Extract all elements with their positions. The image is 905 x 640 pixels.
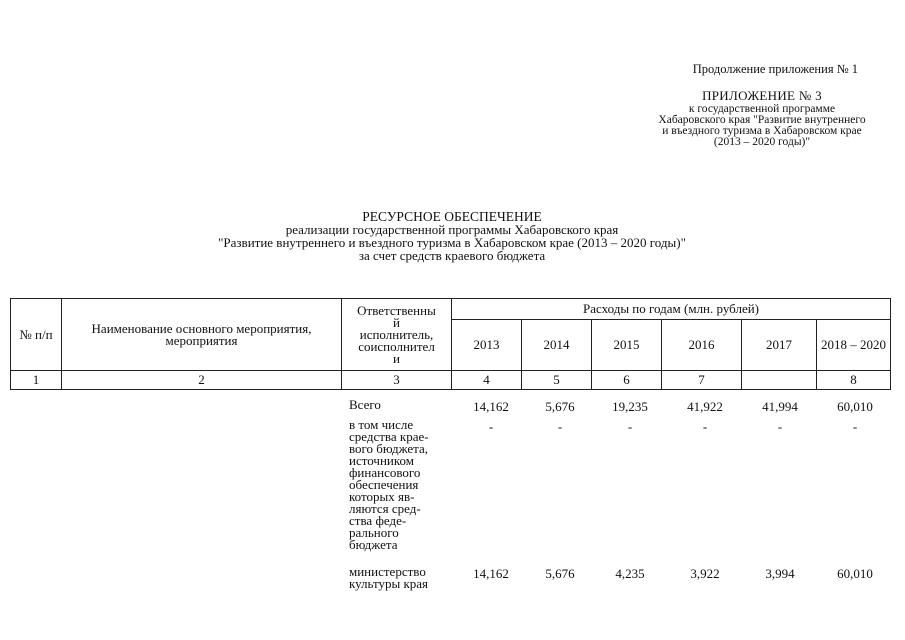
row-value: - [627,419,633,434]
row-label-line: бюджета [349,537,398,552]
row-value: 14,162 [473,399,509,414]
column-number: 7 [662,371,742,390]
row-value: 14,162 [473,566,509,581]
row-label-line: которых яв- [349,489,415,504]
row-label-line: министерство [349,564,426,579]
row-label-line: рального [349,525,399,540]
row-label-line: источником [349,453,414,468]
appendix-header [620,90,904,148]
header-responsible-line: й [393,314,400,330]
header-responsible-line: и [393,350,400,366]
title-line: "Развитие внутреннего и въездного туризма в Хабаровском крае (2013 – 2020 годы)" [218,235,686,250]
row-label-line: ляются сред- [349,501,421,516]
row-value: 60,010 [837,399,873,414]
row-label-line: ства феде- [349,513,407,528]
row-label-line: в том числе [349,417,414,432]
appendix-line: (2013 – 2020 годы)" [713,136,811,148]
document-title [120,210,784,262]
title-line: реализации государственной программы Хабаровского края [285,222,619,237]
header-year: 2014 [522,320,592,371]
column-number: 6 [592,371,662,390]
header-num: № п/п [11,299,62,371]
header-year: 2017 [742,320,817,371]
column-number: 2 [62,371,342,390]
row-label [349,419,459,551]
column-number: 5 [522,371,592,390]
row-value: - [777,419,783,434]
continuation-note: Продолжение приложения № 1 [692,62,858,76]
row-value: 3,994 [765,566,795,581]
row-value: 5,676 [545,399,575,414]
header-responsible-line: исполнитель, [359,326,434,342]
row-label-line: культуры края [349,576,429,591]
column-number: 1 [11,371,62,390]
column-number: 3 [342,371,452,390]
header-year: 2013 [452,320,522,371]
header-year: 2016 [662,320,742,371]
header-responsible-line: Ответственны [357,302,436,318]
row-value: 3,922 [690,566,720,581]
row-value: 4,235 [615,566,645,581]
row-label: Всего [349,397,381,412]
row-value: 41,922 [687,399,723,414]
row-label-line: обеспечения [349,477,419,492]
row-value: 60,010 [837,566,873,581]
appendix-line: Хабаровского края "Развитие внутреннего [658,114,866,126]
table-row-total [10,399,890,415]
row-label-line: средства крае- [349,429,429,444]
table-row-federal [10,419,890,559]
column-number: 8 [817,371,891,390]
row-value: - [852,419,858,434]
row-label-line: финансового [349,465,421,480]
column-number: 4 [452,371,522,390]
column-number [742,371,817,390]
row-value: - [702,419,708,434]
header-year: 2015 [592,320,662,371]
row-value: 41,994 [762,399,798,414]
title-line: за счет средств краевого бюджета [358,248,546,263]
row-value: - [557,419,563,434]
table-row-ministry [10,566,890,596]
row-label [349,566,459,590]
column-number-row [11,371,891,390]
appendix-line: к государственной программе [688,103,836,115]
row-value: 5,676 [545,566,575,581]
header-responsible [342,299,452,371]
title-main: РЕСУРСНОЕ ОБЕСПЕЧЕНИЕ [362,209,542,224]
appendix-line: и въездного туризма в Хабаровском крае [662,125,862,137]
row-value: - [488,419,494,434]
row-label-line: вого бюджета, [349,441,429,456]
resource-table [10,298,891,390]
header-year: 2018 – 2020 [817,320,891,371]
row-value: 19,235 [612,399,648,414]
header-expenses: Расходы по годам (млн. рублей) [452,299,891,320]
header-responsible-line: соисполнител [358,338,435,354]
header-name: Наименование основного мероприятия, мероприятия [62,299,342,371]
appendix-title: ПРИЛОЖЕНИЕ № 3 [702,88,822,103]
